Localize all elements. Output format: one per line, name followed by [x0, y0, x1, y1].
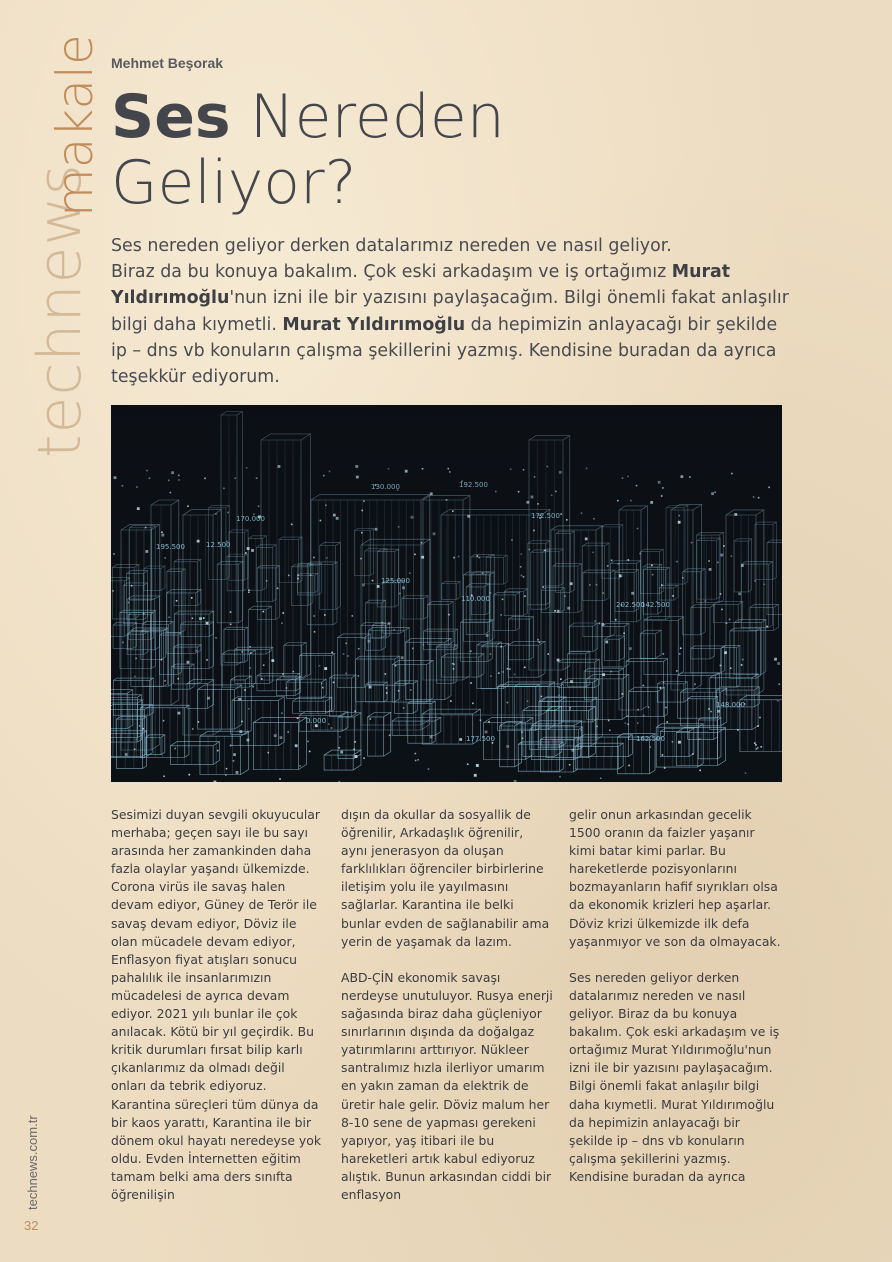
- hero-number-label: 148.000: [716, 701, 745, 709]
- title-bold: Ses: [111, 82, 231, 152]
- lead-sentence-1: Ses nereden geliyor derken datalarımız nereden ve nasıl geliyor.: [111, 236, 672, 256]
- hero-image-wireframe-city: [111, 405, 782, 782]
- hero-number-label: 177.500: [466, 735, 495, 743]
- body-column-2: [341, 806, 553, 1204]
- column-2-paragraph-2: ABD-ÇİN ekonomik savaşı nerdeyse unutuluyor. Rusya enerji sağasında biraz daha güçleniyor sınırlarının dışında da doğalgaz yatırımlarını arttırıyor. Nükleer santralımız hızla ilerliyor umarım en yakın zaman da elektrik de üretir hale gelir. Döviz malum her 8-10 sene de yapması gerekeni yapıyor, yaş itibari ile bu hareketleri artık kabul ediyoruz alıştık. Bunun arkasından ciddi bir enflasyon: [341, 969, 553, 1202]
- hero-number-label: 195.500: [156, 543, 185, 551]
- site-url: technews.com.tr: [25, 1115, 40, 1210]
- hero-number-label: 202.500: [616, 601, 645, 609]
- hero-number-label: 192.500: [459, 481, 488, 489]
- hero-number-label: 125.000: [381, 577, 410, 585]
- column-3-paragraph-1: gelir onun arkasından gecelik 1500 oranın da faizler yaşanır kimi batar kimi parlar. Bu hareketlerde pozisyonlarını bozmayanların hafif sıyrıkları olsa da ekonomik krizleri hep aşarlar. Döviz krizi ülkemizde ilk defa yaşanmıyor ve son da olmayacak.: [569, 807, 781, 949]
- page-number: 32: [24, 1218, 39, 1233]
- lead-text-2: Biraz da bu konuya bakalım. Çok eski arkadaşım ve iş ortağımız: [111, 262, 672, 283]
- hero-number-label: 172.500: [531, 512, 560, 520]
- lead-paragraph: [111, 233, 791, 390]
- body-column-3: [569, 806, 781, 1186]
- title-word-2: Nereden: [249, 82, 505, 152]
- hero-number-label: 142.500: [641, 601, 670, 609]
- hero-number-label: 170.000: [236, 515, 265, 523]
- brand-watermark: technews: [25, 163, 95, 458]
- section-label: makale: [46, 34, 104, 217]
- author-name: Mehmet Beşorak: [111, 55, 224, 71]
- lead-name-1: Murat Yıldırımoğlu: [111, 262, 731, 309]
- column-3-paragraph-2: Ses nereden geliyor derken datalarımız nereden ve nasıl geliyor. Biraz da bu konuya bakalım. Çok eski arkadaşım ve iş ortağımız Murat Yıldırımoğlu'nun izni ile bir yazısını paylaşacağım. Bilgi önemli fakat anlaşılır bilgi daha kıymetli. Murat Yıldırımoğlu da hepimizin anlayacağı bir şekilde ip – dns vb konuların çalışma şekillerini yazmış. Kendisine buradan da ayrıca: [569, 969, 780, 1184]
- lead-name-2: Murat Yıldırımoğlu: [282, 314, 466, 335]
- title-word-3: Geliyor?: [111, 148, 357, 218]
- hero-number-label: 12.500: [206, 541, 231, 549]
- body-column-1: [111, 806, 323, 1204]
- hero-number-label: 110.000: [461, 595, 490, 603]
- hero-number-label: 162.500: [636, 735, 665, 743]
- hero-number-label: 130.000: [371, 483, 400, 491]
- article-title: [111, 84, 671, 216]
- lead-text-4: da hepimizin anlayacağı bir şekilde ip – dns vb konuların çalışma şekillerini yazmış. Kendisine buradan da ayrıca teşekkür ediyorum.: [111, 314, 778, 388]
- column-2-paragraph-1: dışın da okullar da sosyallik de öğrenilir, Arkadaşlık öğrenilir, aynı jenerasyon da oluşan farklılıkları öğrenciler birbirlerine iletişim yolu ile yayılmasını sağlarlar. Karantina ile belki bunlar evden de sağlanabilir ama yerin de yaşamak da lazım.: [341, 807, 550, 949]
- hero-number-label: 0.000: [306, 717, 327, 725]
- wireframe-city-illustration: [111, 405, 782, 782]
- lead-text-3: 'nun izni ile bir yazısını paylaşacağım. Bilgi önemli fakat anlaşılır bilgi daha kıymetli.: [111, 288, 789, 335]
- column-1-paragraph-1: Sesimizi duyan sevgili okuyucular merhaba; geçen sayı ile bu sayı arasında her zamankinden daha fazla olaylar yaşandı ülkemizde. Corona virüs ile savaş halen devam ediyor, Güney de Terör ile savaş devam ediyor, Döviz ile olan mücadele devam ediyor, Enflasyon fiyat atışları sonucu pahalılık ile insanlarımızın mücadelesi de ayrıca devam ediyor. 2021 yılı bunlar ile çok anılacak. Kötü bir yıl geçirdik. Bu kritik durumları fırsat bilip karlı çıkanlarımız da olmadı değil onları da tebrik ediyoruz. Karantina süreçleri tüm dünya da bir kaos yarattı, Karantina ile bir dönem okul hayatı neredeyse yok oldu. Evden İnternetten eğitim tamam belki ama ders sınıfta öğrenilişin: [111, 807, 321, 1202]
